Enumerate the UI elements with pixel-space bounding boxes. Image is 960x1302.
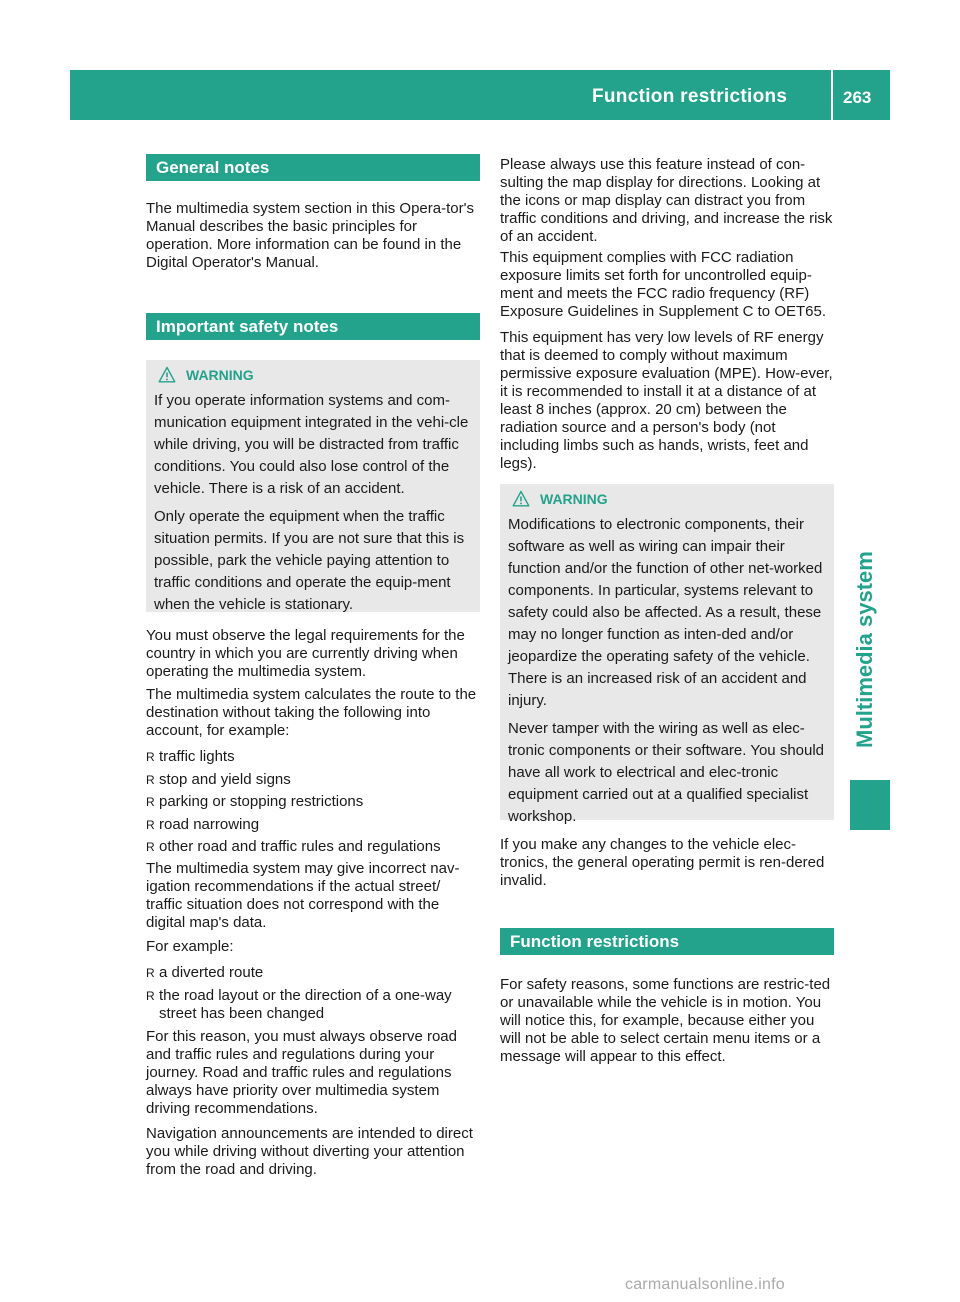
list-item-text: a diverted route	[159, 964, 264, 981]
for-example-text: For example:	[146, 938, 234, 955]
warning-box-modifications	[500, 484, 834, 825]
bullet-r-icon: R	[146, 817, 155, 832]
bullet-r-icon: R	[146, 966, 155, 980]
list-item-text: other road and traffic rules and regulations	[159, 838, 441, 855]
list-item	[146, 793, 480, 811]
section-heading-general-notes: General notes	[146, 154, 480, 181]
list-item-text: parking or stopping restrictions	[159, 793, 364, 810]
observe-rules-text: For this reason, you must always observe road and traffic rules and regulations during your journey. Road and traffic rules and regulations always have priority over multimedia system driving recommendations.	[146, 1028, 457, 1117]
warning-heading	[158, 366, 472, 384]
rf-energy-text: This equipment has very low levels of RF energy that is deemed to comply without maximum permissive exposure evaluation (MPE). How-ever, it is recommended to install it at a distance of at least 8 inches (approx. 20 cm) between the radiation source and a person's body (not including limbs such as hands, wrists, feet and legs).	[500, 329, 833, 472]
example-list	[146, 964, 480, 1027]
warning-triangle-icon	[158, 366, 176, 384]
warning-label: WARNING	[540, 491, 608, 507]
warning-label: WARNING	[186, 367, 254, 383]
warning-box-distraction	[146, 360, 480, 612]
section-heading-function-restrictions: Function restrictions	[500, 928, 834, 955]
list-item	[146, 816, 480, 834]
fcc-compliance-text: This equipment complies with FCC radiation exposure limits set forth for uncontrolled equip-ment and meets the FCC radio frequency (RF) Exposure Guidelines in Supplement C to OET65.	[500, 249, 827, 320]
warning-paragraph: Only operate the equipment when the traffic situation permits. If you are not sure that this is possible, park the vehicle paying attention to traffic conditions and operate the equip-ment when the vehicle is stationary.	[154, 508, 465, 613]
warning-paragraph: If you operate information systems and com-munication equipment integrated in the vehi-cle while driving, you will be distracted from traffic conditions. You could also lose control of the vehicle. There is a risk of an accident.	[154, 392, 469, 497]
list-item-text: traffic lights	[159, 748, 235, 765]
list-item	[146, 987, 480, 1023]
warning-paragraph: Never tamper with the wiring as well as elec-tronic components or their software. You should have all work to electrical and elec-tronic equipment carried out at a qualified specialist workshop.	[508, 720, 825, 825]
list-item	[146, 771, 480, 789]
page-number: 263	[843, 88, 872, 107]
bullet-r-icon: R	[146, 795, 155, 809]
function-restrictions-text: For safety reasons, some functions are restric-ted or unavailable while the vehicle is in motion. You will notice this, for example, because either you will not be able to select certain menu items or a message will appear to this effect.	[500, 976, 831, 1065]
warning-triangle-icon	[512, 490, 530, 508]
general-notes-text: The multimedia system section in this Opera-tor's Manual describes the basic principles for operation. More information can be found in the Digital Operator's Manual.	[146, 200, 474, 271]
list-item	[146, 748, 480, 766]
list-item	[146, 964, 480, 982]
list-item-text: the road layout or the direction of a one-way street has been changed	[159, 986, 452, 1022]
bullet-r-icon: R	[146, 772, 155, 787]
bullet-r-icon: R	[146, 988, 155, 1003]
route-factors-list	[146, 748, 480, 861]
list-item	[146, 838, 480, 856]
warning-heading	[512, 490, 826, 508]
section-heading-safety-notes: Important safety notes	[146, 313, 480, 340]
operating-permit-text: If you make any changes to the vehicle elec-tronics, the general operating permit is ren-dered invalid.	[500, 836, 825, 889]
use-feature-text: Please always use this feature instead of con-sulting the map display for directions. Looking at the icons or map display can distract you from traffic conditions and driving, and increase the risk of an accident.	[500, 156, 833, 245]
header-divider	[831, 70, 833, 120]
watermark: carmanualsonline.info	[625, 1276, 785, 1293]
bullet-r-icon: R	[146, 840, 155, 854]
page-header-title: Function restrictions	[592, 86, 788, 107]
list-item-text: stop and yield signs	[159, 770, 291, 788]
bullet-r-icon: R	[146, 750, 155, 764]
navigation-announcements-text: Navigation announcements are intended to direct you while driving without diverting your attention from the road and driving.	[146, 1125, 473, 1178]
incorrect-recommendations-text: The multimedia system may give incorrect nav-igation recommendations if the actual street/ traffic situation does not correspond with the digital map's data.	[146, 860, 460, 931]
side-tab-marker	[850, 780, 890, 830]
warning-paragraph: Modifications to electronic components, their software as well as wiring can impair their function and/or the function of other net-worked components. In particular, systems relevant to safety could also be affected. As a result, these may no longer function as inten-ded and/or jeopardize the operating safety of the vehicle. There is an increased risk of an accident and injury.	[508, 516, 823, 709]
route-calculation-text: The multimedia system calculates the route to the destination without taking the following into account, for example:	[146, 686, 477, 739]
list-item-text: road narrowing	[159, 815, 260, 833]
side-tab-label: Multimedia system	[852, 551, 877, 748]
legal-requirements-text: You must observe the legal requirements for the country in which you are currently driving when operating the multimedia system.	[146, 627, 465, 680]
